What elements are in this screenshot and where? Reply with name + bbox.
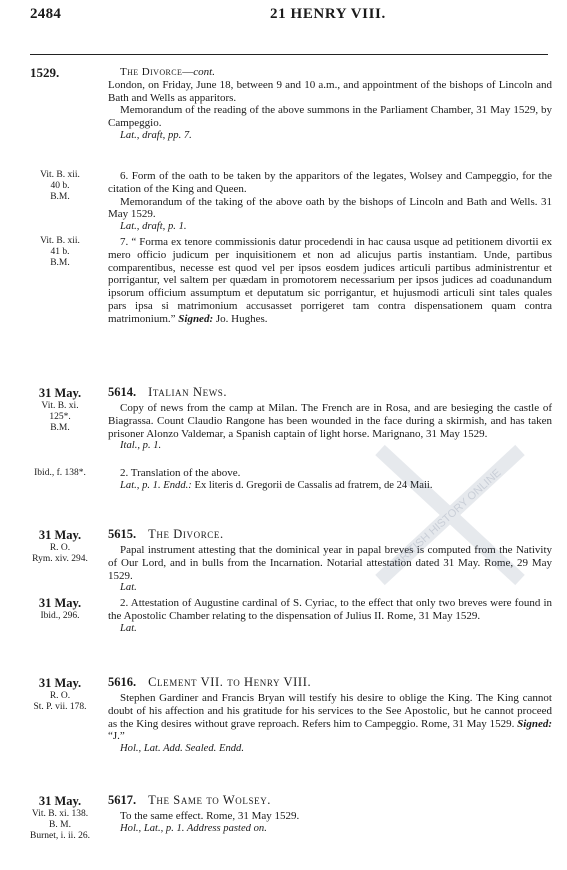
item6-margin	[28, 170, 92, 203]
e5617-notes: Hol., Lat., p. 1. Address pasted on.	[120, 822, 267, 834]
item6-block	[108, 170, 552, 234]
e5616-text	[108, 692, 552, 743]
divorce-cont-lang: Lat., draft, pp. 7.	[120, 129, 192, 141]
margin-ref: Vit. B. xi.	[41, 401, 79, 411]
e5616-margin	[28, 691, 92, 713]
e5614-lang: Ital., p. 1.	[120, 440, 162, 452]
item7-text	[108, 236, 552, 326]
margin-ref: R. O.	[49, 543, 71, 553]
divorce-cont-suffix: cont.	[193, 66, 215, 78]
entry-number: 5616.	[108, 675, 137, 689]
endd-text: Ex literis d. Gregorii de Cassalis ad fratrem, de 24 Maii.	[194, 479, 433, 491]
margin-ref: B. M.	[49, 820, 71, 830]
running-head: 21 HENRY VIII.	[270, 6, 386, 22]
signed-label: Signed:	[517, 717, 552, 730]
e5614-text-2: 2. Translation of the above.	[120, 467, 241, 479]
e5617-date: 31 May.	[38, 794, 82, 808]
divorce-cont-block	[108, 66, 552, 143]
entry-title: The Same to Wolsey.	[148, 793, 272, 807]
margin-ref: Rym. xiv. 294.	[32, 554, 88, 564]
e5614-block	[108, 402, 552, 453]
e5614-date: 31 May.	[38, 386, 82, 400]
signed-name: “J.”	[108, 730, 125, 743]
margin-ref: 41 b.	[50, 247, 70, 257]
e5617-heading	[108, 793, 271, 807]
item7-block	[108, 236, 552, 326]
e5614-heading	[108, 385, 227, 399]
e5616-notes: Hol., Lat. Add. Sealed. Endd.	[120, 743, 244, 755]
e5617-margin	[28, 809, 92, 842]
e5614-margin-2: Ibid., f. 138*.	[34, 468, 86, 478]
e5616-body: Stephen Gardiner and Francis Bryan will testify his desire to oblige the King. The King cannot doubt of his affection and his gratitude for his services to the See Apostolic, but he cannot proceed as the King desires without grave reproach. Refers him to Campeggio. Rome, 31 May 1529.	[108, 692, 552, 730]
e5616-heading	[108, 675, 311, 689]
e5615-margin-2: Ibid., 296.	[40, 611, 80, 621]
margin-ref: Vit. B. xii.	[40, 236, 80, 246]
entry-number: 5617.	[108, 793, 137, 807]
e5615-block	[108, 544, 552, 595]
margin-ref: 40 b.	[50, 181, 70, 191]
signed-label: Signed:	[178, 312, 214, 325]
e5615-date: 31 May.	[38, 528, 82, 542]
margin-ref: B.M.	[50, 192, 70, 202]
e5614-block-2	[108, 467, 552, 493]
margin-ref: B.M.	[50, 423, 70, 433]
entry-number: 5615.	[108, 527, 137, 541]
margin-ref: B.M.	[50, 258, 70, 268]
item6-text: 6. Form of the oath to be taken by the apparitors of the legates, Wolsey and Campeggio, for the citation of the King and Queen.	[108, 170, 552, 195]
e5615-block-2	[108, 597, 552, 635]
item7-latin: 7. “ Forma ex tenore commissionis datur procedendi in hac causa usque ad petitionem divortii ex mero officio judicum per inquisitionem et non ad alicujus partis instantiam. Unde, partibus comparentibus, necesse est quod vel per ipsos eosdem judices articuli partibus administrentur et porrigantur, vel saltem per quædam in promotorem necessarium per ipsos judices ad coadunandum ipsorum officium assumptum et deputatum sic porrigantur, et hujusmodi articuli sint tales quales pars ipsa si matrimonium accusasset porrigeret tam contra dispensationem quam contra matrimonium.”	[108, 236, 552, 325]
margin-ref: R. O.	[49, 691, 71, 701]
entry-number: 5614.	[108, 385, 137, 399]
margin-ref: Vit. B. xii.	[40, 170, 80, 180]
e5615-lang: Lat.	[120, 582, 137, 594]
e5615-lang-2: Lat.	[120, 622, 137, 634]
item6-lang: Lat., draft, p. 1.	[120, 221, 187, 233]
page-number: 2484	[30, 6, 62, 22]
e5615-text-2: 2. Attestation of Augustine cardinal of S. Cyriac, to the effect that only two breves were found in the Apostolic Chamber relating to the dispensation of Julius II. Rome, 31 May 1529.	[108, 597, 552, 622]
e5617-block	[108, 810, 552, 836]
e5614-margin	[28, 401, 92, 434]
entry-title: The Divorce.	[148, 527, 224, 541]
margin-year: 1529.	[30, 65, 60, 80]
e5615-date-2: 31 May.	[38, 596, 82, 610]
lang-note: Lat., p. 1.	[120, 479, 161, 491]
header-rule	[30, 54, 548, 55]
watermark-text: BRITISH HISTORY ONLINE	[392, 466, 504, 569]
margin-ref: Burnet, i. ii. 26.	[30, 831, 90, 841]
endd-label: Endd.:	[163, 479, 192, 491]
e5614-text: Copy of news from the camp at Milan. The French are in Rosa, and are besieging the castle of Biagrassa. Count Claudio Rangone has been wounded in the face during a skirmish, and has taken prisoner Alonzo Valdemar, a Spanish captain of light horse. Marignano, 31 May 1529.	[108, 402, 552, 440]
divorce-cont-line-1: London, on Friday, June 18, between 9 and 10 a.m., and appointment of the bishops of Lincoln and Bath and Wells as apparitors.	[108, 78, 552, 104]
margin-ref: Vit. B. xi. 138.	[31, 809, 89, 819]
entry-title: Clement VII. to Henry VIII.	[148, 675, 312, 689]
item6-memo: Memorandum of the taking of the above oath by the bishops of Lincoln and Bath and Wells. 31 May 1529.	[108, 195, 552, 221]
margin-ref: 125*.	[49, 412, 71, 422]
entry-title: Italian News.	[148, 385, 228, 399]
e5615-heading	[108, 527, 224, 541]
divorce-cont-line-2: Memorandum of the reading of the above summons in the Parliament Chamber, 31 May 1529, by Campeggio.	[108, 104, 552, 130]
margin-ref: St. P. vii. 178.	[33, 702, 87, 712]
page-header	[0, 4, 567, 30]
item7-margin	[28, 236, 92, 269]
e5615-margin	[28, 543, 92, 565]
divorce-cont-title: The Divorce	[120, 66, 183, 78]
divorce-cont-heading: The Divorce—cont.	[120, 66, 215, 78]
e5616-block	[108, 692, 552, 756]
signed-name: Jo. Hughes.	[215, 312, 268, 325]
e5615-text: Papal instrument attesting that the dominical year in papal breves is computed from the Nativity of Our Lord, and in bulls from the Incarnation. Notarial attestation dated 31 May. Rome, 29 May 1529.	[108, 544, 552, 582]
e5616-date: 31 May.	[38, 676, 82, 690]
e5617-text: To the same effect. Rome, 31 May 1529.	[120, 810, 300, 822]
e5614-endorsement	[108, 480, 552, 493]
